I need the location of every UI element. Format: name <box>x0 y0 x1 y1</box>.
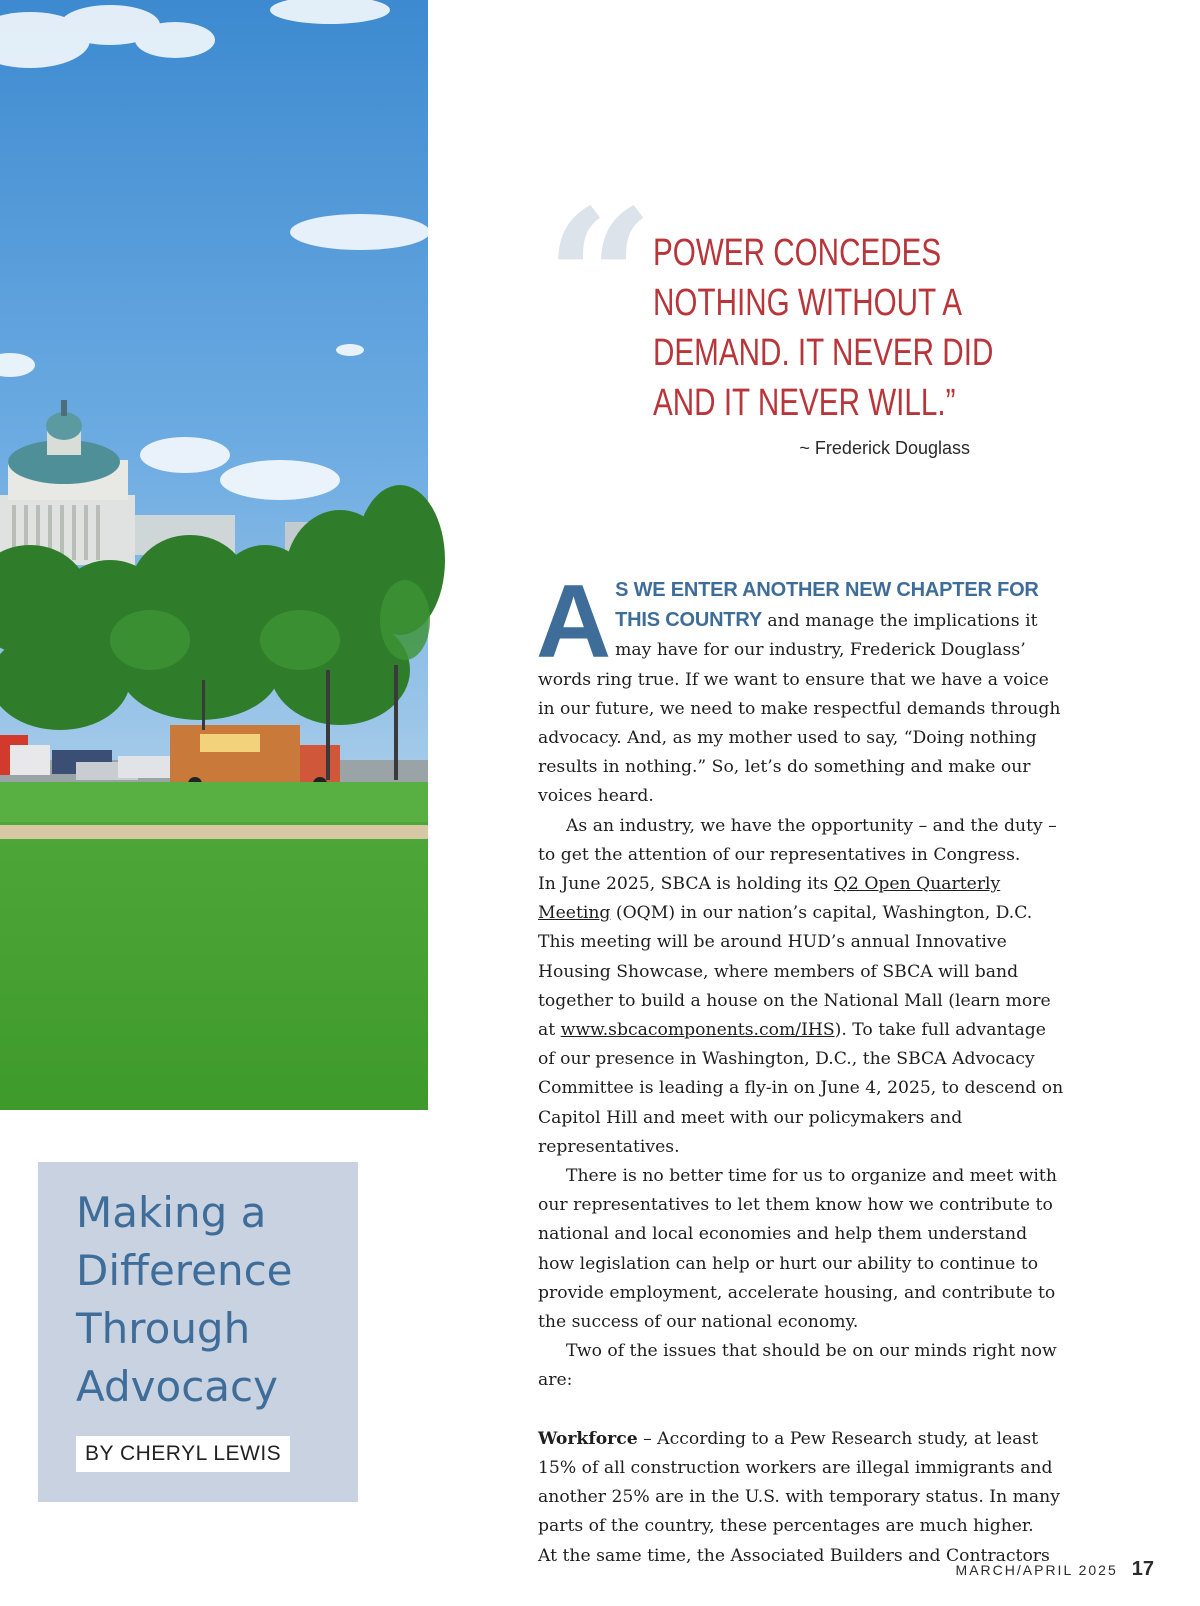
paragraph-intro <box>536 564 1068 812</box>
quote-line: NOTHING WITHOUT A <box>653 282 963 324</box>
title-line: Making a <box>76 1188 267 1237</box>
author-byline: BY CHERYL LEWIS <box>76 1436 290 1472</box>
paragraph: There is no better time for us to organize and meet with our representatives to let them know how we contribute to national and local economies and help them understand how legislation can help or hurt our ability to continue to provide employment, accelerate housing, and contribute to the success of our national economy. <box>538 1166 1057 1333</box>
paragraph-gap <box>538 1396 1068 1425</box>
article-title <box>76 1184 346 1416</box>
svg-text:“: “ <box>545 168 655 391</box>
paragraph: As an industry, we have the opportunity – and the duty – to get the attention of our representatives in Congress. <box>538 815 1057 865</box>
title-line: Through <box>76 1304 251 1353</box>
quote-line: AND IT NEVER WILL.” <box>653 382 956 424</box>
workforce-heading: Workforce <box>538 1428 638 1449</box>
paragraph-text: In June 2025, SBCA is holding its <box>538 874 834 895</box>
paragraph: At the same time, the Associated Builders and Contractors <box>538 1545 1050 1566</box>
article-body <box>536 564 1068 1571</box>
quote-attribution: ~ Frederick Douglass <box>799 438 970 458</box>
drop-cap: A <box>536 564 612 680</box>
paragraph-text: ). To take full advantage of our presence in Washington, D.C., the SBCA Advocacy Committee is leading a fly-in on June 4, 2025, to descend on Capitol Hill and meet with our policymakers and representatives. <box>538 1020 1064 1157</box>
page-footer <box>956 1558 1154 1581</box>
paragraph: Two of the issues that should be on our minds right now are: <box>538 1341 1057 1391</box>
paragraph-oqm <box>538 870 1068 1162</box>
paragraph-text: and manage the implications it may have for our industry, Frederick Douglass’ words ring true. If we want to ensure that we have a voice in our future, we need to make respectful demands through advocacy. And, as my mother used to say, “Doing nothing results in nothing.” So, let’s do something and make our voices heard. <box>538 611 1061 807</box>
national-mall-illustration <box>0 0 428 1110</box>
hero-photo <box>0 0 428 1110</box>
quote-mark-icon <box>545 168 655 391</box>
paragraph-text: – According to a Pew Research study, at least 15% of all construction workers are illegal immigrants and another 25% are in the U.S. with temporary status. In many parts of the country, these percentages are much higher. <box>538 1428 1060 1537</box>
oqm-link[interactable]: Q2 Open Quarterly Meeting <box>538 874 1001 924</box>
quote-line: DEMAND. IT NEVER DID <box>653 332 994 374</box>
quote-line: POWER CONCEDES <box>653 232 942 274</box>
page-number: 17 <box>1131 1558 1154 1580</box>
article-title-box <box>38 1162 358 1502</box>
lead-in-caps: S WE ENTER ANOTHER NEW CHAPTER FOR THIS COUNTRY <box>615 579 1039 632</box>
pull-quote <box>653 228 994 428</box>
paragraph-text: (OQM) in our nation’s capital, Washington, D.C. This meeting will be around HUD’s annual Innovative Housing Showcase, where members of SBCA will band together to build a house on the National Mall (learn more at <box>538 903 1051 1041</box>
issue-date: MARCH/APRIL 2025 <box>955 1561 1118 1578</box>
paragraph-workforce <box>538 1425 1068 1542</box>
title-line: Advocacy <box>76 1362 278 1411</box>
ihs-link[interactable]: www.sbcacomponents.com/IHS <box>560 1020 835 1041</box>
title-line: Difference <box>76 1246 293 1295</box>
